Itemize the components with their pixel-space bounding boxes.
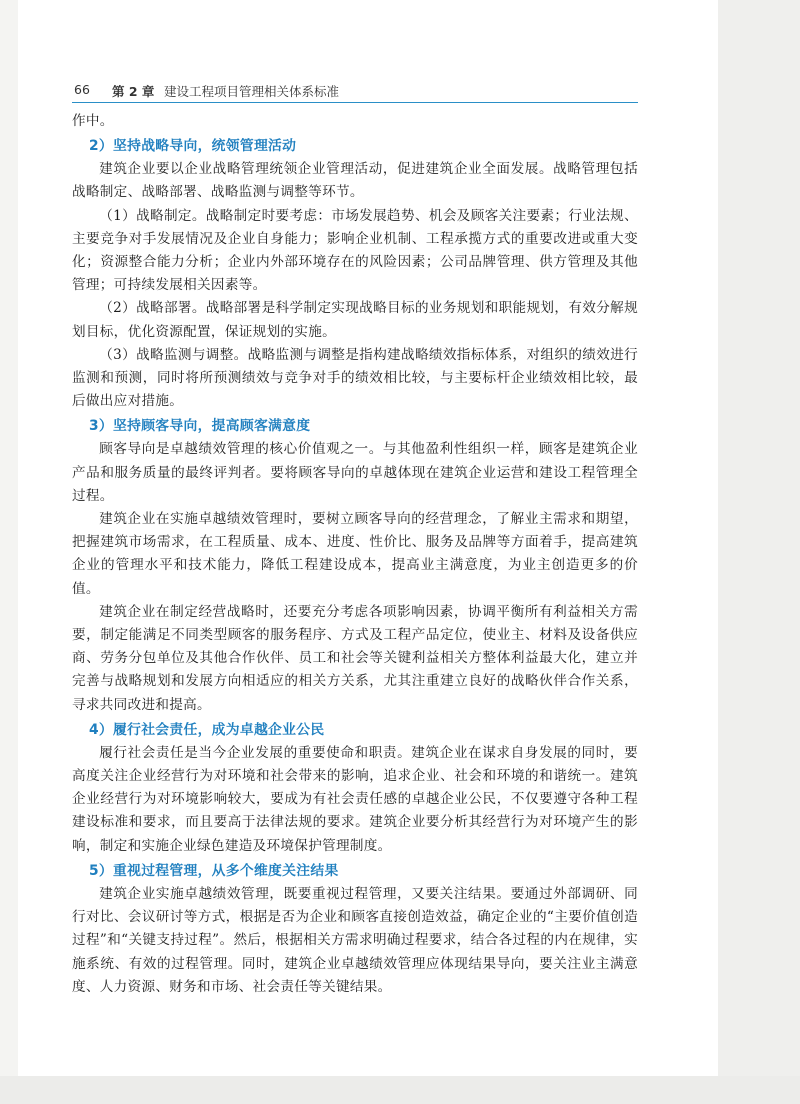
page-body [72,110,638,999]
section-heading-2: 2）坚持战略导向，统领管理活动 [89,138,297,155]
paragraph: （2）战略部署。战略部署是科学制定实现战略目标的业务规划和职能规划，有效分解规划目标，优化资源配置，保证规划的实施。 [72,300,638,340]
page-number: 66 [74,82,90,97]
paragraph: 建筑企业在制定经营战略时，还要充分考虑各项影响因素，协调平衡所有利益相关方需要，制定能满足不同类型顾客的服务程序、方式及工程产品定位，使业主、材料及设备供应商、劳务分包单位及其他合作伙伴、员工和社会等关键利益相关方整体利益最大化，建立并完善与战略规划和发展方向相适应的相关方关系，尤其注重建立良好的战略伙伴合作关系，寻求共同改进和提高。 [72,603,638,713]
chapter-title: 建设工程项目管理相关体系标准 [164,84,340,99]
paragraph: 履行社会责任是当今企业发展的重要使命和职责。建筑企业在谋求自身发展的同时，要高度关注企业经营行为对环境和社会带来的影响，追求企业、社会和环境的和谐统一。建筑企业经营行为对环境影响较大，要成为有社会责任感的卓越企业公民，不仅要遵守各种工程建设标准和要求，而且要高于法律法规的要求。建筑企业要分析其经营行为对环境产生的影响，制定和实施企业绿色建造及环境保护管理制度。 [72,744,638,854]
continued-paragraph: 作中。 [72,113,114,129]
paragraph: 建筑企业在实施卓越绩效管理时，要树立顾客导向的经营理念，了解业主需求和期望，把握建筑市场需求，在工程质量、成本、进度、性价比、服务及品牌等方面着手，提高建筑企业的管理水平和技术能力，降低工程建设成本，提高业主满意度，为业主创造更多的价值。 [72,511,638,597]
paragraph: 建筑企业实施卓越绩效管理，既要重视过程管理，又要关注结果。要通过外部调研、同行对比、会议研讨等方式，根据是否为企业和顾客直接创造效益，确定企业的“主要价值创造过程”和“关键支持过程”。然后，根据相关方需求明确过程要求，结合各过程的内在规律，实施系统、有效的过程管理。同时，建筑企业卓越绩效管理应体现结果导向，要关注业主满意度、人力资源、财务和市场、社会责任等关键结果。 [72,885,638,995]
scan-margin-bottom [0,1076,800,1104]
running-header [72,80,638,103]
section-heading-3: 3）坚持顾客导向，提高顾客满意度 [89,418,311,435]
paragraph: 建筑企业要以企业战略管理统领企业管理活动，促进建筑企业全面发展。战略管理包括战略制定、战略部署、战略监测与调整等环节。 [72,161,638,201]
paragraph: （1）战略制定。战略制定时要考虑：市场发展趋势、机会及顾客关注要素；行业法规、主要竞争对手发展情况及企业自身能力；影响企业机制、工程承揽方式的重要改进或重大变化；资源整合能力分析；企业内外部环境存在的风险因素；公司品牌管理、供方管理及其他管理；可持续发展相关因素等。 [72,207,638,294]
section-heading-5: 5）重视过程管理，从多个维度关注结果 [89,862,339,879]
paragraph: （3）战略监测与调整。战略监测与调整是指构建战略绩效指标体系，对组织的绩效进行监测和预测，同时将所预测绩效与竞争对手的绩效相比较，与主要标杆企业绩效相比较，最后做出应对措施。 [72,346,638,410]
chapter-label: 第 2 章 [112,84,155,99]
scan-margin-right [718,0,800,1104]
paragraph: 顾客导向是卓越绩效管理的核心价值观之一。与其他盈利性组织一样，顾客是建筑企业产品和服务质量的最终评判者。要将顾客导向的卓越体现在建筑企业运营和建设工程管理全过程。 [72,441,638,504]
section-heading-4: 4）履行社会责任，成为卓越企业公民 [89,721,325,738]
